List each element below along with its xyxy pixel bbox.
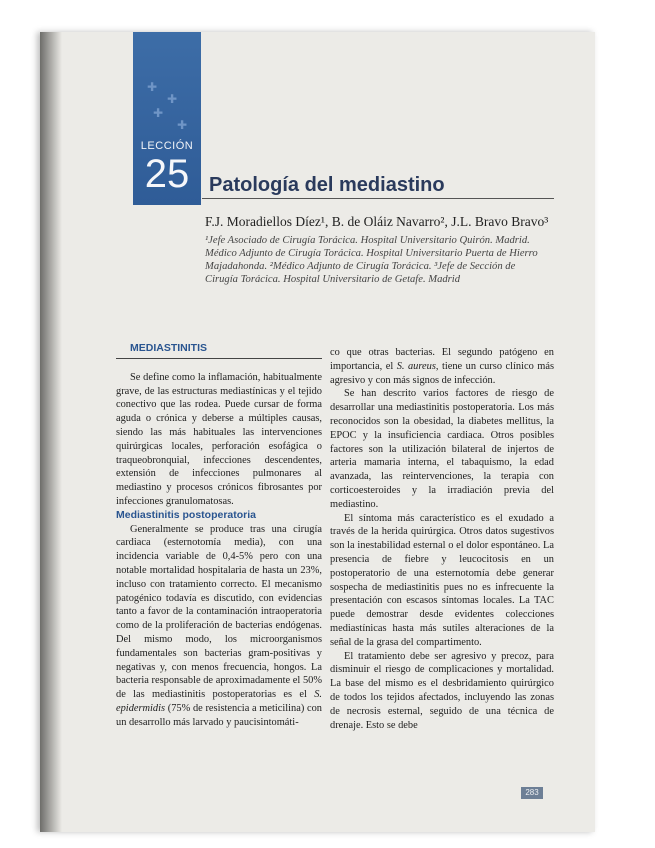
page-number: 283 — [521, 787, 543, 799]
decorative-plus-icon: ✚ — [153, 106, 164, 120]
decorative-plus-icon: ✚ — [167, 92, 178, 106]
body-paragraph: Se han descrito varios factores de riesgo de desarrollar una mediastinitis postoperatoria. Los más reconocidos son la obesidad, la diabetes mellitus, la EPOC y la insuficiencia cardiaca. Otros posibles factores son la utilización bilateral de injertos de arteria mamaria interna, el tabaquismo, la edad avanzada, las reintervenciones, la terapia con corticoesteroides y la irradiación previa del mediastino. — [330, 388, 554, 510]
author-affiliations: ¹Jefe Asociado de Cirugía Torácica. Hospital Universitario Quirón. Madrid. Médico Adjunto de Cirugía Torácica. Hospital Universitario Puerta de Hierro Majadahonda. ²Médico Adjunto de Cirugía Torácica. ³Jefe de Sección de Cirugía Torácica. Hospital Universitario de Getafe. Madrid — [205, 235, 538, 285]
intro-paragraph: Se define como la inflamación, habitualmente grave, de las estructuras mediastínicas y el tejido conectivo que las rodea. Puede cursar de forma aguda o crónica y deberse a múltiples causas, siendo las más habituales las intervenciones quirúrgicas locales, perforación esofágica o traqueobronquial, infecciones descendentes, extensión de infecciones pulmonares al mediastino y procesos crónicos fibrosantes por infecciones granulomatosas. — [116, 371, 322, 507]
subsection-heading: Mediastinitis postoperatoria — [116, 508, 257, 521]
author-list: F.J. Moradiellos Díez¹, B. de Oláiz Navarro², J.L. Bravo Bravo³ — [205, 214, 549, 229]
title-divider — [202, 198, 554, 199]
lesson-number: 25 — [144, 152, 190, 196]
lesson-label: LECCIÓN — [140, 140, 194, 152]
decorative-plus-icon: ✚ — [147, 80, 158, 94]
left-column — [116, 342, 322, 730]
section-divider — [116, 358, 322, 359]
decorative-plus-icon: ✚ — [177, 118, 188, 132]
body-paragraph: Generalmente se produce tras una cirugía cardiaca (esternotomía media), con una incidencia variable de 0,4-5% pero con una notable mortalidad hospitalaria de hasta un 23%, incluso con tratamiento correcto. El mecanismo patogénico todavía es discutido, con evidencias tanto a favor de la contaminación intraoperatoria como de la proliferación de bacterias endógenas. Del mismo modo, los microorganismos fundamentales son bacterias gram-positivas y negativas y, con menos frecuencia, hongos. La bacteria responsable de aproximadamente el 50% de las mediastinitis postoperatorias es el S. epidermidis (75% de resistencia a meticilina) con un desarrollo más larvado y paucisintomáti- — [116, 523, 322, 728]
body-paragraph: co que otras bacterias. El segundo patógeno en importancia, el S. aureus, tiene un curso clínico más agresivo y con más signos de infección. — [330, 347, 554, 386]
body-paragraph: El síntoma más característico es el exudado a través de la herida quirúrgica. Otros datos sugestivos son la inestabilidad esternal o el dolor espontáneo. La presencia de fiebre y leucocitosis en un postoperatorio de una esternotomía debe generar sospecha de mediastinitis pues no es infrecuente la presentación con escasos síntomas locales. La TAC puede demostrar desde evidentes colecciones mediastínicas hasta más sutiles alteraciones de la señal de la grasa del compartimento. — [330, 512, 554, 648]
chapter-title: Patología del mediastino — [209, 174, 445, 196]
right-column — [330, 346, 554, 732]
section-heading: MEDIASTINITIS — [130, 342, 208, 354]
book-spine-shadow — [40, 32, 62, 832]
body-paragraph: El tratamiento debe ser agresivo y precoz, para disminuir el riesgo de complicaciones y mortalidad. La base del mismo es el desbridamiento quirúrgico de todos los tejidos afectados, incluyendo las zonas de necrosis esternal, seguido de una técnica de drenaje. Esto se debe — [330, 650, 554, 731]
